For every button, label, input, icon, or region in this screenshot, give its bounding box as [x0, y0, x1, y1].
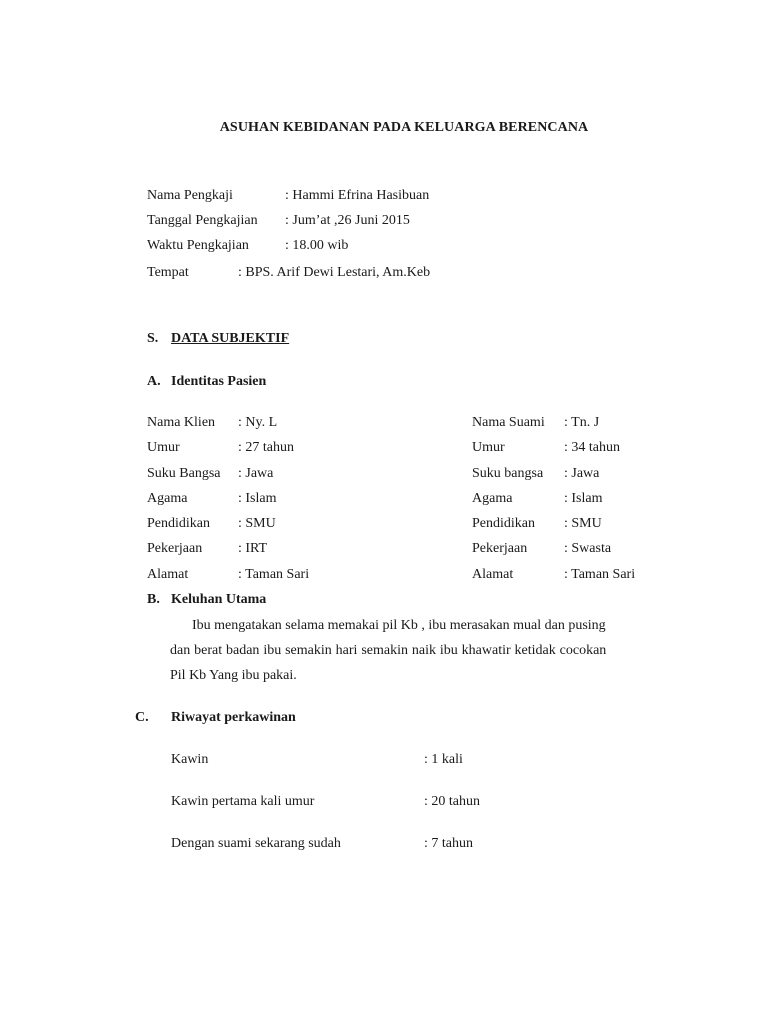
identity-label: Alamat — [147, 567, 189, 582]
field-value: : BPS. Arif Dewi Lestari, Am.Keb — [238, 265, 431, 280]
marriage-value: : 20 tahun — [424, 794, 480, 809]
field-value: : Hammi Efrina Hasibuan — [285, 188, 430, 203]
identity-label: Agama — [472, 491, 513, 506]
identity-value: : SMU — [238, 516, 276, 531]
section-heading-a — [147, 373, 266, 391]
section-heading-s — [147, 330, 289, 348]
field-label: Tempat — [147, 265, 189, 280]
complaint-line: Ibu mengatakan selama memakai pil Kb , ibu merasakan mual dan pusing — [192, 618, 606, 633]
marriage-value: : 1 kali — [424, 752, 463, 767]
section-label: Keluhan Utama — [171, 592, 267, 607]
marriage-label: Kawin pertama kali umur — [171, 794, 315, 809]
marriage-label: Dengan suami sekarang sudah — [171, 836, 341, 851]
section-label: Identitas Pasien — [171, 374, 267, 389]
section-number: C. — [135, 710, 149, 725]
section-label: DATA SUBJEKTIF — [171, 331, 290, 346]
identity-value: : Islam — [564, 491, 603, 506]
section-number: A. — [147, 374, 161, 389]
identity-label: Nama Suami — [472, 415, 545, 430]
identity-value: : 27 tahun — [238, 440, 294, 455]
field-label: Tanggal Pengkajian — [147, 213, 258, 228]
identity-label: Agama — [147, 491, 188, 506]
identity-label: Pekerjaan — [147, 541, 203, 556]
identity-label: Umur — [147, 440, 180, 455]
marriage-label: Kawin — [171, 752, 209, 767]
section-heading-c — [135, 709, 296, 727]
field-value: : 18.00 wib — [285, 238, 349, 253]
page-title: ASUHAN KEBIDANAN PADA KELUARGA BERENCANA — [219, 120, 589, 135]
field-label: Nama Pengkaji — [147, 188, 233, 203]
identity-value: : Jawa — [238, 466, 274, 481]
identity-value: : Taman Sari — [564, 567, 636, 582]
identity-label: Suku Bangsa — [147, 466, 221, 481]
identity-label: Alamat — [472, 567, 514, 582]
section-number: S. — [147, 331, 159, 346]
identity-value: : SMU — [564, 516, 602, 531]
identity-value: : Ny. L — [238, 415, 278, 430]
identity-label: Umur — [472, 440, 505, 455]
identity-label: Nama Klien — [147, 415, 216, 430]
identity-label: Suku bangsa — [472, 466, 544, 481]
identity-value: : Islam — [238, 491, 277, 506]
section-number: B. — [147, 592, 160, 607]
field-value: : Jum’at ,26 Juni 2015 — [285, 213, 410, 228]
identity-label: Pendidikan — [147, 516, 210, 531]
identity-label: Pendidikan — [472, 516, 535, 531]
identity-value: : Swasta — [564, 541, 612, 556]
section-label: Riwayat perkawinan — [171, 710, 296, 725]
complaint-line: dan berat badan ibu semakin hari semakin naik ibu khawatir ketidak cocokan — [170, 643, 607, 658]
identity-value: : Jawa — [564, 466, 600, 481]
identity-value: : Taman Sari — [238, 567, 310, 582]
identity-value: : Tn. J — [564, 415, 600, 430]
identity-value: : IRT — [238, 541, 268, 556]
section-heading-b — [147, 591, 266, 609]
identity-label: Pekerjaan — [472, 541, 528, 556]
identity-value: : 34 tahun — [564, 440, 620, 455]
complaint-line: Pil Kb Yang ibu pakai. — [170, 668, 297, 683]
marriage-value: : 7 tahun — [424, 836, 473, 851]
field-label: Waktu Pengkajian — [147, 238, 249, 253]
